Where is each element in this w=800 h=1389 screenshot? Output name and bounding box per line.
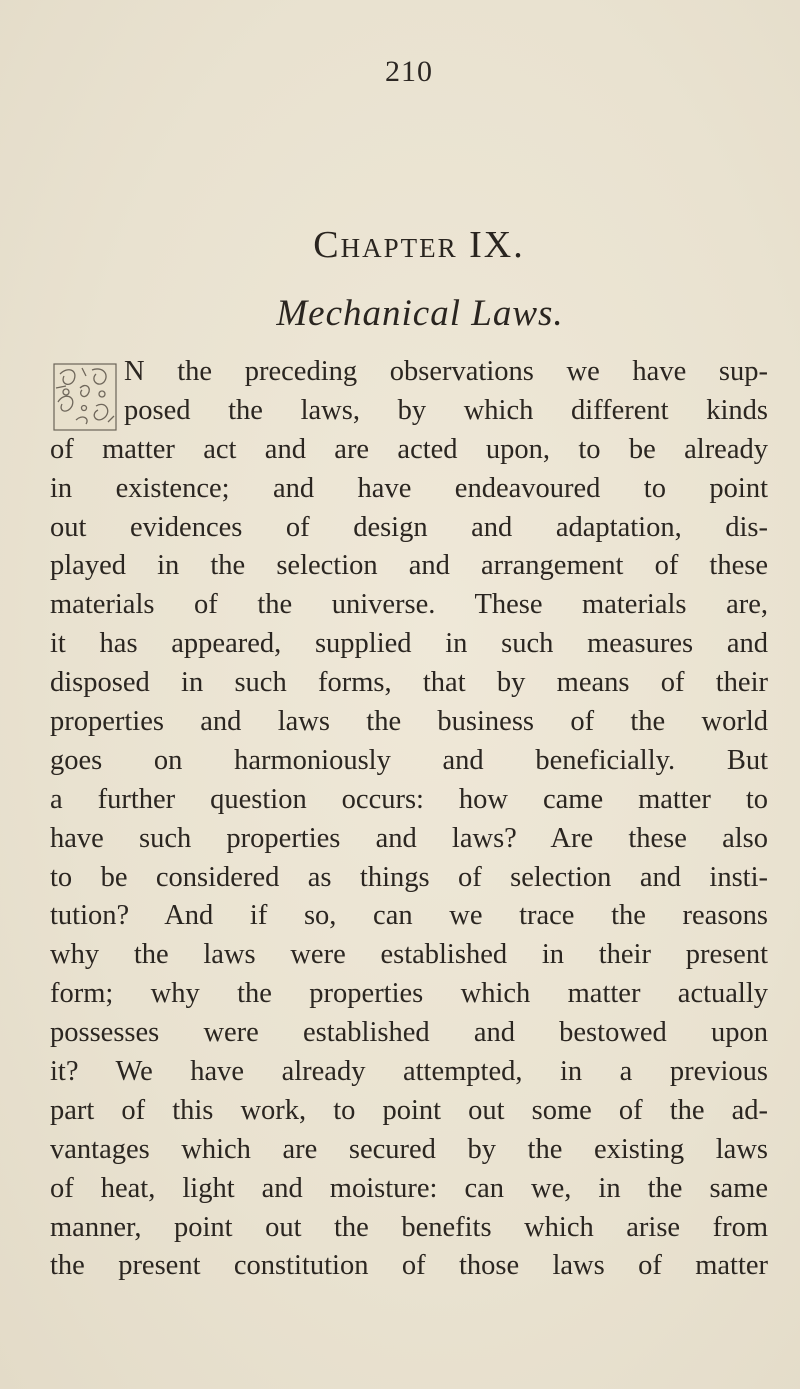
text-line: possesses were established and bestowed upon [50, 1017, 768, 1049]
text-line: tution? And if so, can we trace the reasons [50, 900, 768, 932]
text-line: it? We have already attempted, in a previous [50, 1056, 768, 1088]
text-line: the present constitution of those laws of matter [50, 1250, 768, 1282]
page-number: 210 [385, 55, 433, 88]
text-line: goes on harmoniously and beneficially. But [50, 744, 768, 776]
chapter-heading: Chapter IX. [313, 224, 525, 266]
text-line: it has appeared, supplied in such measures and [50, 628, 768, 660]
text-line: form; why the properties which matter actually [50, 978, 768, 1010]
text-line: properties and laws the business of the world [50, 706, 768, 738]
text-line: to be considered as things of selection and insti- [50, 861, 768, 893]
text-line: materials of the universe. These materials are, [50, 589, 768, 621]
text-line: have such properties and laws? Are these also [50, 822, 768, 854]
text-line: part of this work, to point out some of the ad- [50, 1094, 768, 1126]
text-line: in existence; and have endeavoured to point [50, 472, 768, 504]
text-line: disposed in such forms, that by means of their [50, 667, 768, 699]
chapter-title: Mechanical Laws. [276, 293, 564, 334]
text-line: of heat, light and moisture: can we, in the same [50, 1172, 768, 1204]
text-line: why the laws were established in their present [50, 939, 768, 971]
text-line: played in the selection and arrangement of these [50, 550, 768, 582]
text-line: vantages which are secured by the existing laws [50, 1133, 768, 1165]
body-text [50, 353, 768, 1286]
text-line: manner, point out the benefits which arise from [50, 1211, 768, 1243]
text-line: of matter act and are acted upon, to be already [50, 433, 768, 465]
text-line: posed the laws, by which different kinds [124, 394, 768, 426]
text-line: out evidences of design and adaptation, dis- [50, 511, 768, 543]
text-line: a further question occurs: how came matter to [50, 783, 768, 815]
text-line: N the preceding observations we have sup- [124, 356, 768, 387]
